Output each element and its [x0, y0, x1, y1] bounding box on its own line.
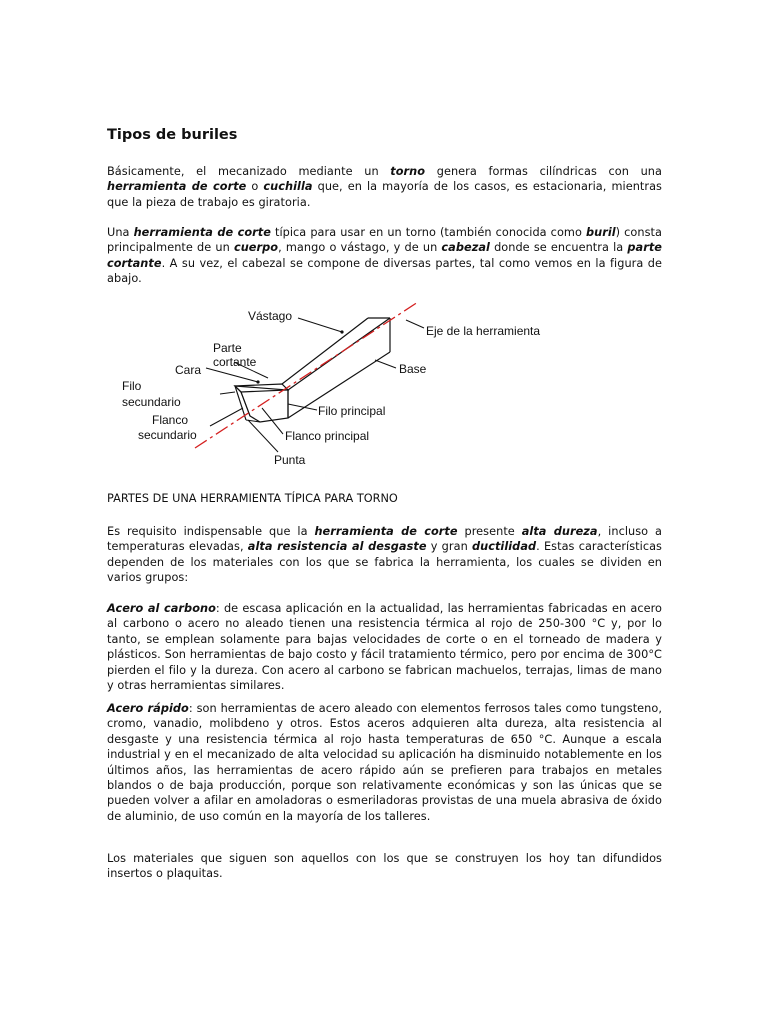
section-heading: PARTES DE UNA HERRAMIENTA TÍPICA PARA TORNO [107, 492, 398, 505]
leader-line [406, 320, 424, 328]
text-run: Básicamente, el mecanizado mediante un [107, 165, 391, 178]
leader-line [220, 392, 235, 394]
text-run: : de escasa aplicación en la actualidad, las herramientas fabricadas en acero al carbono o acero no aleado tienen una resistencia térmica al rojo de 250-300 °C y, por lo tanto, se emplean solamente para bajas velocidades de corte o en el torneado de madera y plásticos. Son herramientas de bajo costo y fácil tratamiento térmico, pero por encima de 300°C pierden el filo y la dureza. Con acero al carbono se fabrican machuelos, terrajas, limas de mano y otras herramientas similares. [107, 602, 662, 693]
leader-line [210, 408, 243, 426]
bold-term: ductilidad [471, 540, 537, 554]
tool-diagram [100, 290, 560, 480]
bold-term: Acero rápido [107, 702, 189, 715]
leader-dot [340, 330, 343, 333]
bold-term: cabezal [441, 241, 490, 255]
label-flanco-principal: Flanco principal [285, 429, 370, 443]
paragraph-requirements [107, 524, 662, 586]
bold-term: herramienta de corte [314, 525, 458, 538]
text-run: típica para usar en un torno (también conocida como [270, 226, 586, 239]
cutting-edge [241, 392, 250, 416]
text-run: y gran [426, 540, 472, 554]
page-title: Tipos de buriles [107, 127, 238, 143]
label-vastago: Vástago [248, 309, 293, 323]
label-base: Base [399, 362, 427, 376]
text-run: presente [457, 525, 522, 538]
paragraph-carbon-steel [107, 601, 662, 693]
label-filo: Filo [122, 379, 142, 393]
tool-axis-line [195, 302, 418, 448]
bold-term: alta dureza [521, 525, 598, 538]
label-eje: Eje de la herramienta [426, 324, 541, 338]
text-run: Una [107, 226, 134, 239]
text-run: Los materiales que siguen son aquellos con los que se construyen los hoy tan difundidos insertos o plaquitas. [107, 852, 662, 881]
leader-line [375, 360, 396, 368]
leader-line [298, 318, 342, 332]
leader-line [248, 420, 278, 452]
label-filo-principal: Filo principal [318, 404, 386, 418]
paragraph-inserts [107, 851, 662, 882]
label-parte: Parte [213, 341, 242, 355]
text-run: , incluso a temperaturas elevadas, [107, 525, 663, 554]
label-flanco: Flanco [152, 413, 189, 427]
paragraph-tool-parts [107, 225, 662, 287]
text-run: genera formas cilíndricas con una [425, 165, 662, 178]
shank-edge [288, 318, 390, 390]
text-run: , mango o vástago, y de un [278, 241, 442, 255]
text-run: que, en la mayoría de los casos, es estacionaria, mientras que la pieza de trabajo es giratoria. [107, 180, 662, 209]
text-run: . A su vez, el cabezal se compone de diversas partes, tal como vemos en la figura de abajo. [107, 256, 662, 286]
leader-dot [256, 380, 259, 383]
label-punta: Punta [274, 453, 306, 467]
bold-term: parte cortante [107, 241, 662, 270]
label-cortante: cortante [213, 355, 257, 369]
bold-term: buril [585, 226, 616, 239]
bold-term: alta resistencia al desgaste [247, 540, 427, 554]
bold-term: Acero al carbono [107, 602, 216, 615]
bold-term: herramienta de corte [133, 226, 271, 239]
bold-term: herramienta de corte [107, 180, 247, 194]
bold-term: cuchilla [263, 180, 313, 194]
paragraph-high-speed-steel [107, 701, 662, 824]
label-flanco-secundario: secundario [138, 428, 197, 442]
label-filo-secundario: secundario [122, 395, 181, 409]
text-run: donde se encuentra la [489, 241, 628, 255]
text-run: . Estas características dependen de los materiales con los que se fabrica la herramienta, los cuales se dividen en varios grupos: [107, 540, 662, 585]
bold-term: cuerpo [233, 241, 279, 255]
bold-term: torno [390, 165, 426, 178]
label-cara: Cara [175, 363, 202, 377]
text-run: : son herramientas de acero aleado con elementos ferrosos tales como tungsteno, cromo, vanadio, molibdeno y otros. Estos aceros adquieren alta dureza, alta resistencia al desgaste y una resistencia térmica al rojo hasta temperaturas de 650 °C. Aunque a escala industrial y en el mecanizado de alta velocidad su aplicación ha disminuido notablemente en los últimos años, las herramientas de acero rápido aún se prefieren para trabajos en metales blandos o de baja producción, porque son relativamente económicas y son las únicas que se pueden volver a afilar en amoladoras o esmeriladoras provistas de una muela abrasiva de óxido de aluminio, de uso común en la mayoría de los talleres. [107, 702, 662, 823]
paragraph-intro [107, 164, 662, 210]
text-run: Es requisito indispensable que la [107, 525, 315, 538]
text-run: o [246, 180, 264, 194]
text-run: ) consta principalmente de un [107, 226, 662, 255]
